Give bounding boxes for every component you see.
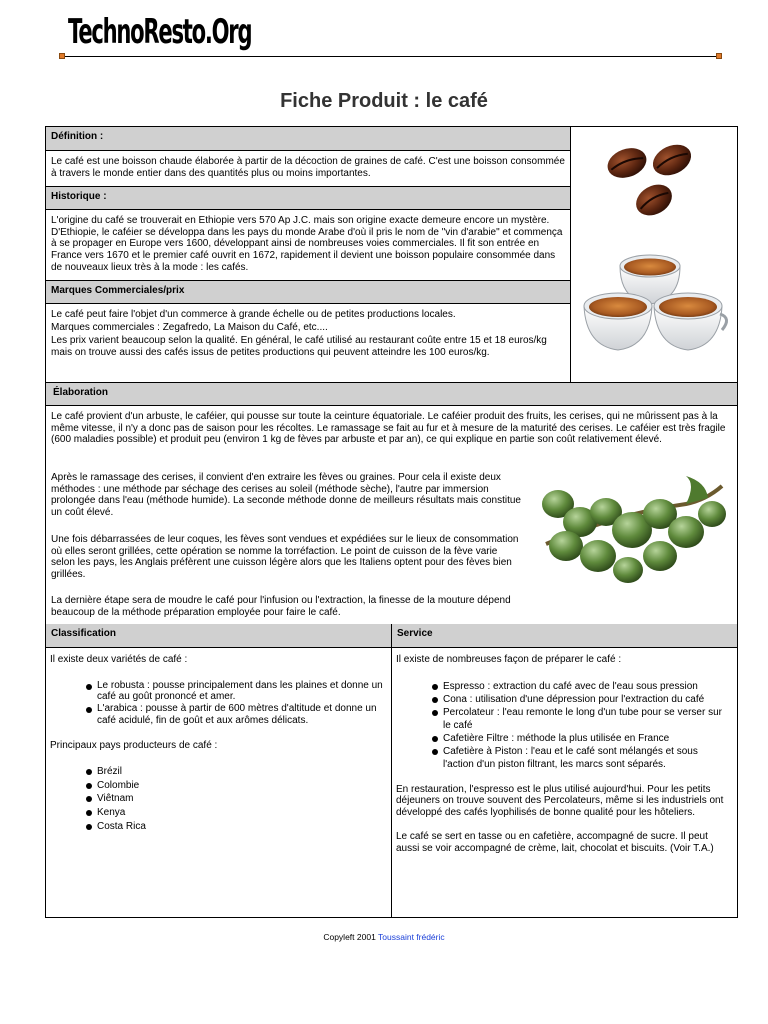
elaboration-p3: Une fois débarrassées de leur coques, les fèves sont vendues et expédiées sur le lieux de consommation où elles seront grillées, cette opération se nomme la torréfaction. Le point de cuisson de la fève varie selon les pays, les Anglais préfèrent une cuisson légère alors que les Italiens optent pour des fèves bien grillées. — [51, 534, 519, 581]
marques-text — [51, 309, 566, 359]
list-item: Viêtnam — [85, 792, 386, 806]
footer — [0, 932, 768, 942]
countries-list — [85, 765, 386, 833]
marques-header: Marques Commerciales/prix — [46, 280, 570, 304]
list-item: Cafetière Filtre : méthode la plus utilisée en France — [431, 732, 730, 745]
classification-header: Classification — [46, 624, 391, 648]
elaboration-p4: La dernière étape sera de moudre le café pour l'infusion ou l'extraction, la finesse de la mouture dépend beaucoup de la méthode préparation employée pour faire le café. — [51, 595, 511, 618]
list-item: Percolateur : l'eau remonte le long d'un tube pour se verser sur le café — [431, 706, 730, 732]
list-item: Kenya — [85, 806, 386, 820]
classification-content — [50, 654, 386, 833]
elaboration-p1: Le café provient d'un arbuste, le caféier, qui pousse sur toute la ceinture équatoriale. Le caféier produit des fruits, les cerises, qui ne mûrissent pas à la même vitesse, il n'y a donc pas de saison pour les récoltes. Le ramassage se fait au fur et à mesure de la maturité des cerises. Le caféier est très fragile (600 maladies possible) et produit peu (environ 1 kg de fèves par arbuste et par an), ce qui explique en partie son coût relativement élevé. — [51, 411, 726, 446]
countries-intro: Principaux pays producteurs de café : — [50, 739, 218, 751]
author-link[interactable]: Toussaint frédéric — [378, 932, 445, 942]
definition-text: Le café est une boisson chaude élaborée à partir de la décoction de graines de café. C'est une boisson consommée à travers le monde entier dans des quantités plus ou moins importantes. — [51, 156, 565, 179]
service-intro: Il existe de nombreuses façon de préparer le café : — [396, 654, 622, 665]
list-item: Cona : utilisation d'une dépression pour l'extraction du café — [431, 693, 730, 706]
column-divider — [391, 624, 392, 918]
service-p1: En restauration, l'espresso est le plus utilisé aujourd'hui. Pour les petits déjeuners on trouve souvent des Percolateurs, même si les industriels ont développé des cafés lyophilisés de bonne qualité pour les hôteliers. — [396, 783, 724, 819]
service-header: Service — [392, 624, 737, 648]
definition-header: Définition : — [46, 127, 570, 151]
elaboration-p2: Après le ramassage des cerises, il convient d'en extraire les fèves ou graines. Pour cela il existe deux méthodes : une méthode par séchage des cerises au soleil (méthode sèche), l'autre par immersion prolongée dans l'eau (méthode humide). La seconde méthode donne de meilleurs résultats mais constitue un coût élevé. — [51, 472, 521, 519]
service-p2: Le café se sert en tasse ou en cafetière, accompagné de sucre. Il peut aussi se voir accompagné de crème, lait, chocolat et biscuits. (Voir T.A.) — [396, 830, 714, 854]
list-item: Costa Rica — [85, 820, 386, 834]
image-column-divider — [570, 126, 571, 382]
historique-text: L'origine du café se trouverait en Ethiopie vers 570 Ap J.C. mais son origine exacte demeure encore un mystère. D'Ethiopie, le caféier se développa dans les pays du monde Arabe d'où il pris le nom de "vin d'arabie" et commença à se propager en Europe vers 1600, développant ainsi de nombreuses voies commerciales. Il fit son entrée en France vers 1670 et le premier café ouvrit en 1672, rapidement il devient une boisson populaire consommée dans de nouveaux lieux très à la mode : les cafés. — [51, 215, 563, 273]
list-item: Le robusta : pousse principalement dans les plaines et donne un café au goût prononcé et amer. — [85, 680, 386, 703]
methods-list — [431, 680, 730, 771]
list-item: Brézil — [85, 765, 386, 779]
page-title: Fiche Produit : le café — [280, 90, 488, 112]
rule-right-ornament — [716, 53, 722, 59]
list-item: L'arabica : pousse à partir de 600 mètres d'altitude et donne un café acidulé, fin de goût et aux arômes délicats. — [85, 703, 386, 726]
coffee-beans-image — [602, 138, 702, 224]
footer-text: Copyleft 2001 — [323, 932, 376, 942]
list-item: Espresso : extraction du café avec de l'eau sous pression — [431, 680, 730, 693]
coffee-cherries-image — [536, 474, 732, 590]
classification-intro: Il existe deux variétés de café : — [50, 654, 188, 665]
header-rule — [62, 56, 720, 57]
elaboration-header: Élaboration — [46, 382, 737, 406]
historique-header: Historique : — [46, 186, 570, 210]
service-content — [396, 654, 730, 854]
rule-left-ornament — [59, 53, 65, 59]
list-item: Colombie — [85, 779, 386, 793]
coffee-cups-image — [582, 248, 732, 366]
site-logo[interactable]: TechnoResto.Org — [68, 12, 252, 52]
marques-p2: Marques commerciales : Zegafredo, La Maison du Café, etc.... — [51, 322, 328, 334]
marques-p1: Le café peut faire l'objet d'un commerce à grande échelle ou de petites productions locales. — [51, 309, 456, 320]
varieties-list — [85, 680, 386, 727]
marques-p3: Les prix varient beaucoup selon la qualité. En général, le café utilisé au restaurant coûte entre 15 et 18 euros/kg mais on trouve aussi des cafés issus de petites productions qui peuvent atteindre les 100 euros/kg. — [51, 335, 547, 359]
list-item: Cafetière à Piston : l'eau et le café sont mélangés et sous l'action d'un piston filtrant, les marcs sont séparés. — [431, 745, 730, 771]
